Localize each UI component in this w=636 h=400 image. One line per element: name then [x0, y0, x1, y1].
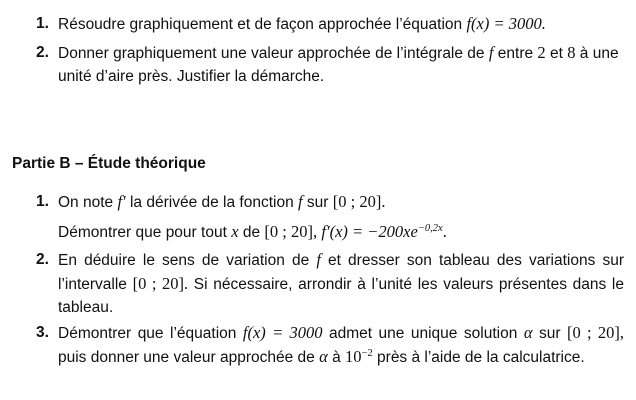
question-number: 2.: [36, 251, 49, 268]
question-text: En déduire le sens de variation de f et dresser son tableau des variations sur l’intervalle [0 ; 20]. Si nécessaire, arrondir à l’unité les valeurs présentes dans le tableau.: [58, 250, 624, 316]
equation: f(x) = 3000.: [466, 14, 546, 33]
question-number: 3.: [36, 324, 49, 341]
question-text: Démontrer que l’équation f(x) = 3000 admet une unique solution α sur [0 ; 20], puis donner une valeur approchée de α à $10^{-2}$ près à l’aide de la calculatrice.: [58, 323, 625, 366]
question-number: 1.: [36, 15, 49, 32]
question-text: Donner graphiquement une valeur approchée de l’intégrale de f entre 2 et 8 à une unité d’aire près. Justifier la démarche.: [58, 43, 619, 85]
derivative-formula: $f'(x) = -200xe^{-0,2x}$: [321, 222, 443, 241]
question-number: 1.: [36, 193, 49, 210]
question-text: On note f′ la dérivée de la fonction f sur [0 ; 20]. Démontrer que pour tout x de [0 ; 20], $f'(x) = -200xe^{-0,2x}$.: [58, 192, 447, 241]
question-text: Résoudre graphiquement et de façon approchée l’équation f(x) = 3000.: [58, 14, 546, 33]
equation: f(x) = 3000: [242, 323, 323, 342]
section-title: Partie B – Étude théorique: [12, 155, 206, 172]
precision: $10^{-2}$: [345, 347, 373, 366]
question-number: 2.: [36, 44, 49, 61]
